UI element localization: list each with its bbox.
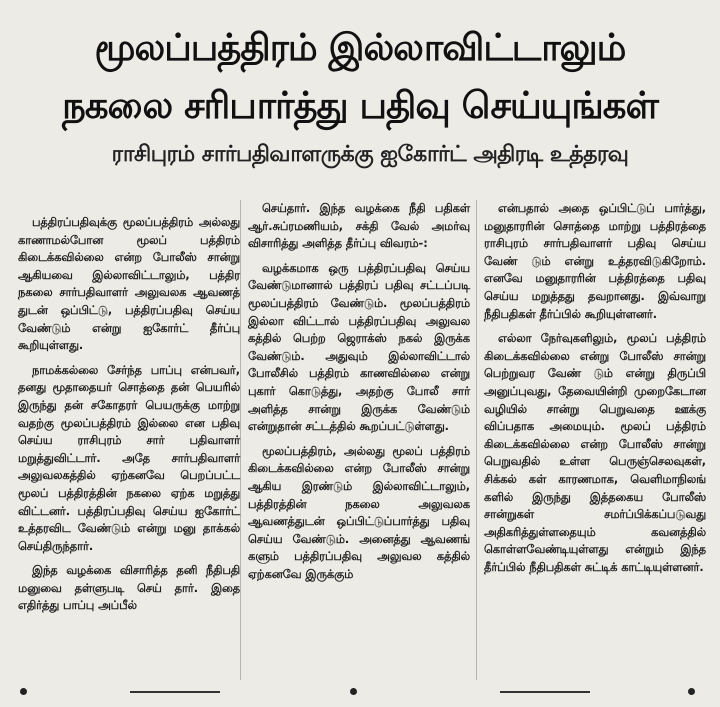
article-column-2: [248, 200, 470, 590]
paragraph: நாமக்கல்லை சேர்ந்த பாப்பு என்பவர், தனது மூதாதையர் சொத்தை தன் பெயரில் இருந்து தன் சகோதரர் பெயருக்கு மாற்று வதற்கு மூலப்பத்திரம் இல்லை என பதிவு செய்ய ராசிபுரம் சார் பதிவாளர் மறுத்துவிட்டார். அதே சார்பதிவாளர் அலுவலகத்தில் ஏற்கனவே பெறப்பட்ட மூலப் பத்திரத்தின் நகலை ஏற்க மறுத்து விட்டனர். பத்திரப்பதிவு செய்ய ஐகோர்ட் உத்தரவிட வேண்டும் என்று மனு தாக்கல் செய்திருந்தார்.: [18, 363, 240, 553]
article-column-1: [18, 214, 240, 622]
column-divider: [240, 200, 241, 680]
paragraph: இந்த வழக்கை விசாரித்த தனி நீதிபதி மனுவை தள்ளுபடி செய் தார். இதை எதிர்த்து பாப்பு அப்பீல்: [18, 564, 240, 613]
paragraph: பத்திரப்பதிவுக்கு மூலப்பத்திரம் அல்லது காணாமல்போன மூலப் பத்திரம் கிடைக்கவில்லை என்ற போலீஸ் சான்று ஆகியவை இல்லாவிட்டாலும், பத்திர நகலை சார்பதிவாளர் அலுவலக ஆவணத் துடன் ஒப்பிட்டு, பத்திரப்பதிவு செய்ய வேண்டும் என்று ஐகோர்ட் தீர்ப்பு கூறியுள்ளது.: [18, 216, 240, 353]
paragraph: எல்லா நேர்வுகளிலும், மூலப் பத்திரம் கிடைக்கவில்லை என்று போலீஸ் சான்று பெற்றுவர வேண் டும் என்று திருப்பி அனுப்புவது, தேவையின்றி முறைகேடான வழியில் சான்று பெறுவதை ஊக்கு விப்பதாக அமையும். மூலப் பத்திரம் கிடைக்கவில்லை என்ற போலீஸ் சான்று பெறுவதில் உள்ள பெருஞ்செலவுகள், சிக்கல் கள் காரணமாக, வெளிமாநிலங் களில் இருந்து இத்தகைய போலீஸ் சான்றுகள் சமர்ப்பிக்கப்படுவது அதிகரித்துள்ளதையும் கவனத்தில் கொள்ளவேண்டியுள்ளது என்றும் இந்த தீர்ப்பில் நீதிபதிகள் சுட்டிக் காட்டியுள்ளனர்.: [484, 332, 706, 574]
article-column-3: [484, 200, 706, 583]
paragraph: வழக்கமாக ஒரு பத்திரப்பதிவு செய்ய வேண்டுமானால் பத்திரப் பதிவு சட்டப்படி மூலப்பத்திரம் வேண்டும். மூலப்பத்திரம் இல்லா விட்டால் பத்திரப்பதிவு அலுவல கத்தில் பெற்ற ஜெராக்ஸ் நகல் இருக்க வேண்டும். அதுவும் இல்லாவிட்டால் போலீசில் பத்திரம் காணவில்லை என்று புகார் கொடுத்து, அதற்கு போலீ சார் அளித்த சான்று இருக்க வேண்டும் என்றுதான் சட்டத்தில் கூறப்பட்டுள்ளது.: [248, 261, 470, 434]
separator-dot: [350, 688, 357, 695]
headline-line-1: மூலப்பத்திரம் இல்லாவிட்டாலும்: [94, 26, 626, 69]
separator-dot: [20, 688, 27, 695]
paragraph: மூலப்பத்திரம், அல்லது மூலப் பத்திரம் கிடைக்கவில்லை என்ற போலீஸ் சான்று ஆகிய இரண்டும் இல்லாவிட்டாலும், பத்திரத்தின் நகலை அலுவலக ஆவணத்துடன் ஒப்பிட்டுப்பார்த்து பதிவு செய்ய வேண்டும். அனைத்து ஆவணங் களும் பத்திரப்பதிவு அலுவல கத்தில் ஏற்கனவே இருக்கும்: [248, 444, 470, 581]
headline-line-2: நகலை சரிபார்த்து பதிவு செய்யுங்கள்: [62, 84, 658, 127]
column-divider: [476, 200, 477, 680]
bottom-separator: [20, 688, 700, 696]
paragraph: செய்தார். இந்த வழக்கை நீதி பதிகள் ஆர்.சுப்ரமணியம், சக்தி வேல் அமர்வு விசாரித்து அளித்த தீர்ப்பு விவரம்-:: [248, 202, 470, 251]
paragraph: என்பதால் அதை ஒப்பிட்டுப் பார்த்து, மனுதாரரின் சொத்தை மாற்று பத்திரத்தை ராசிபுரம் சார்பதிவாளர் பதிவு செய்ய வேண் டும் என்று உத்தரவிடுகிறோம். எனவே மனுதாரரின் பத்திரத்தை பதிவு செய்ய மறுத்தது தவறானது. இவ்வாறு நீதிபதிகள் தீர்ப்பில் கூறியுள்ளனர்.: [484, 202, 706, 321]
subheadline: ராசிபுரம் சார்பதிவாளருக்கு ஐகோர்ட் அதிரடி உத்தரவு: [111, 142, 629, 167]
separator-dash: [130, 691, 220, 693]
separator-dash: [500, 691, 590, 693]
separator-dot: [688, 688, 695, 695]
